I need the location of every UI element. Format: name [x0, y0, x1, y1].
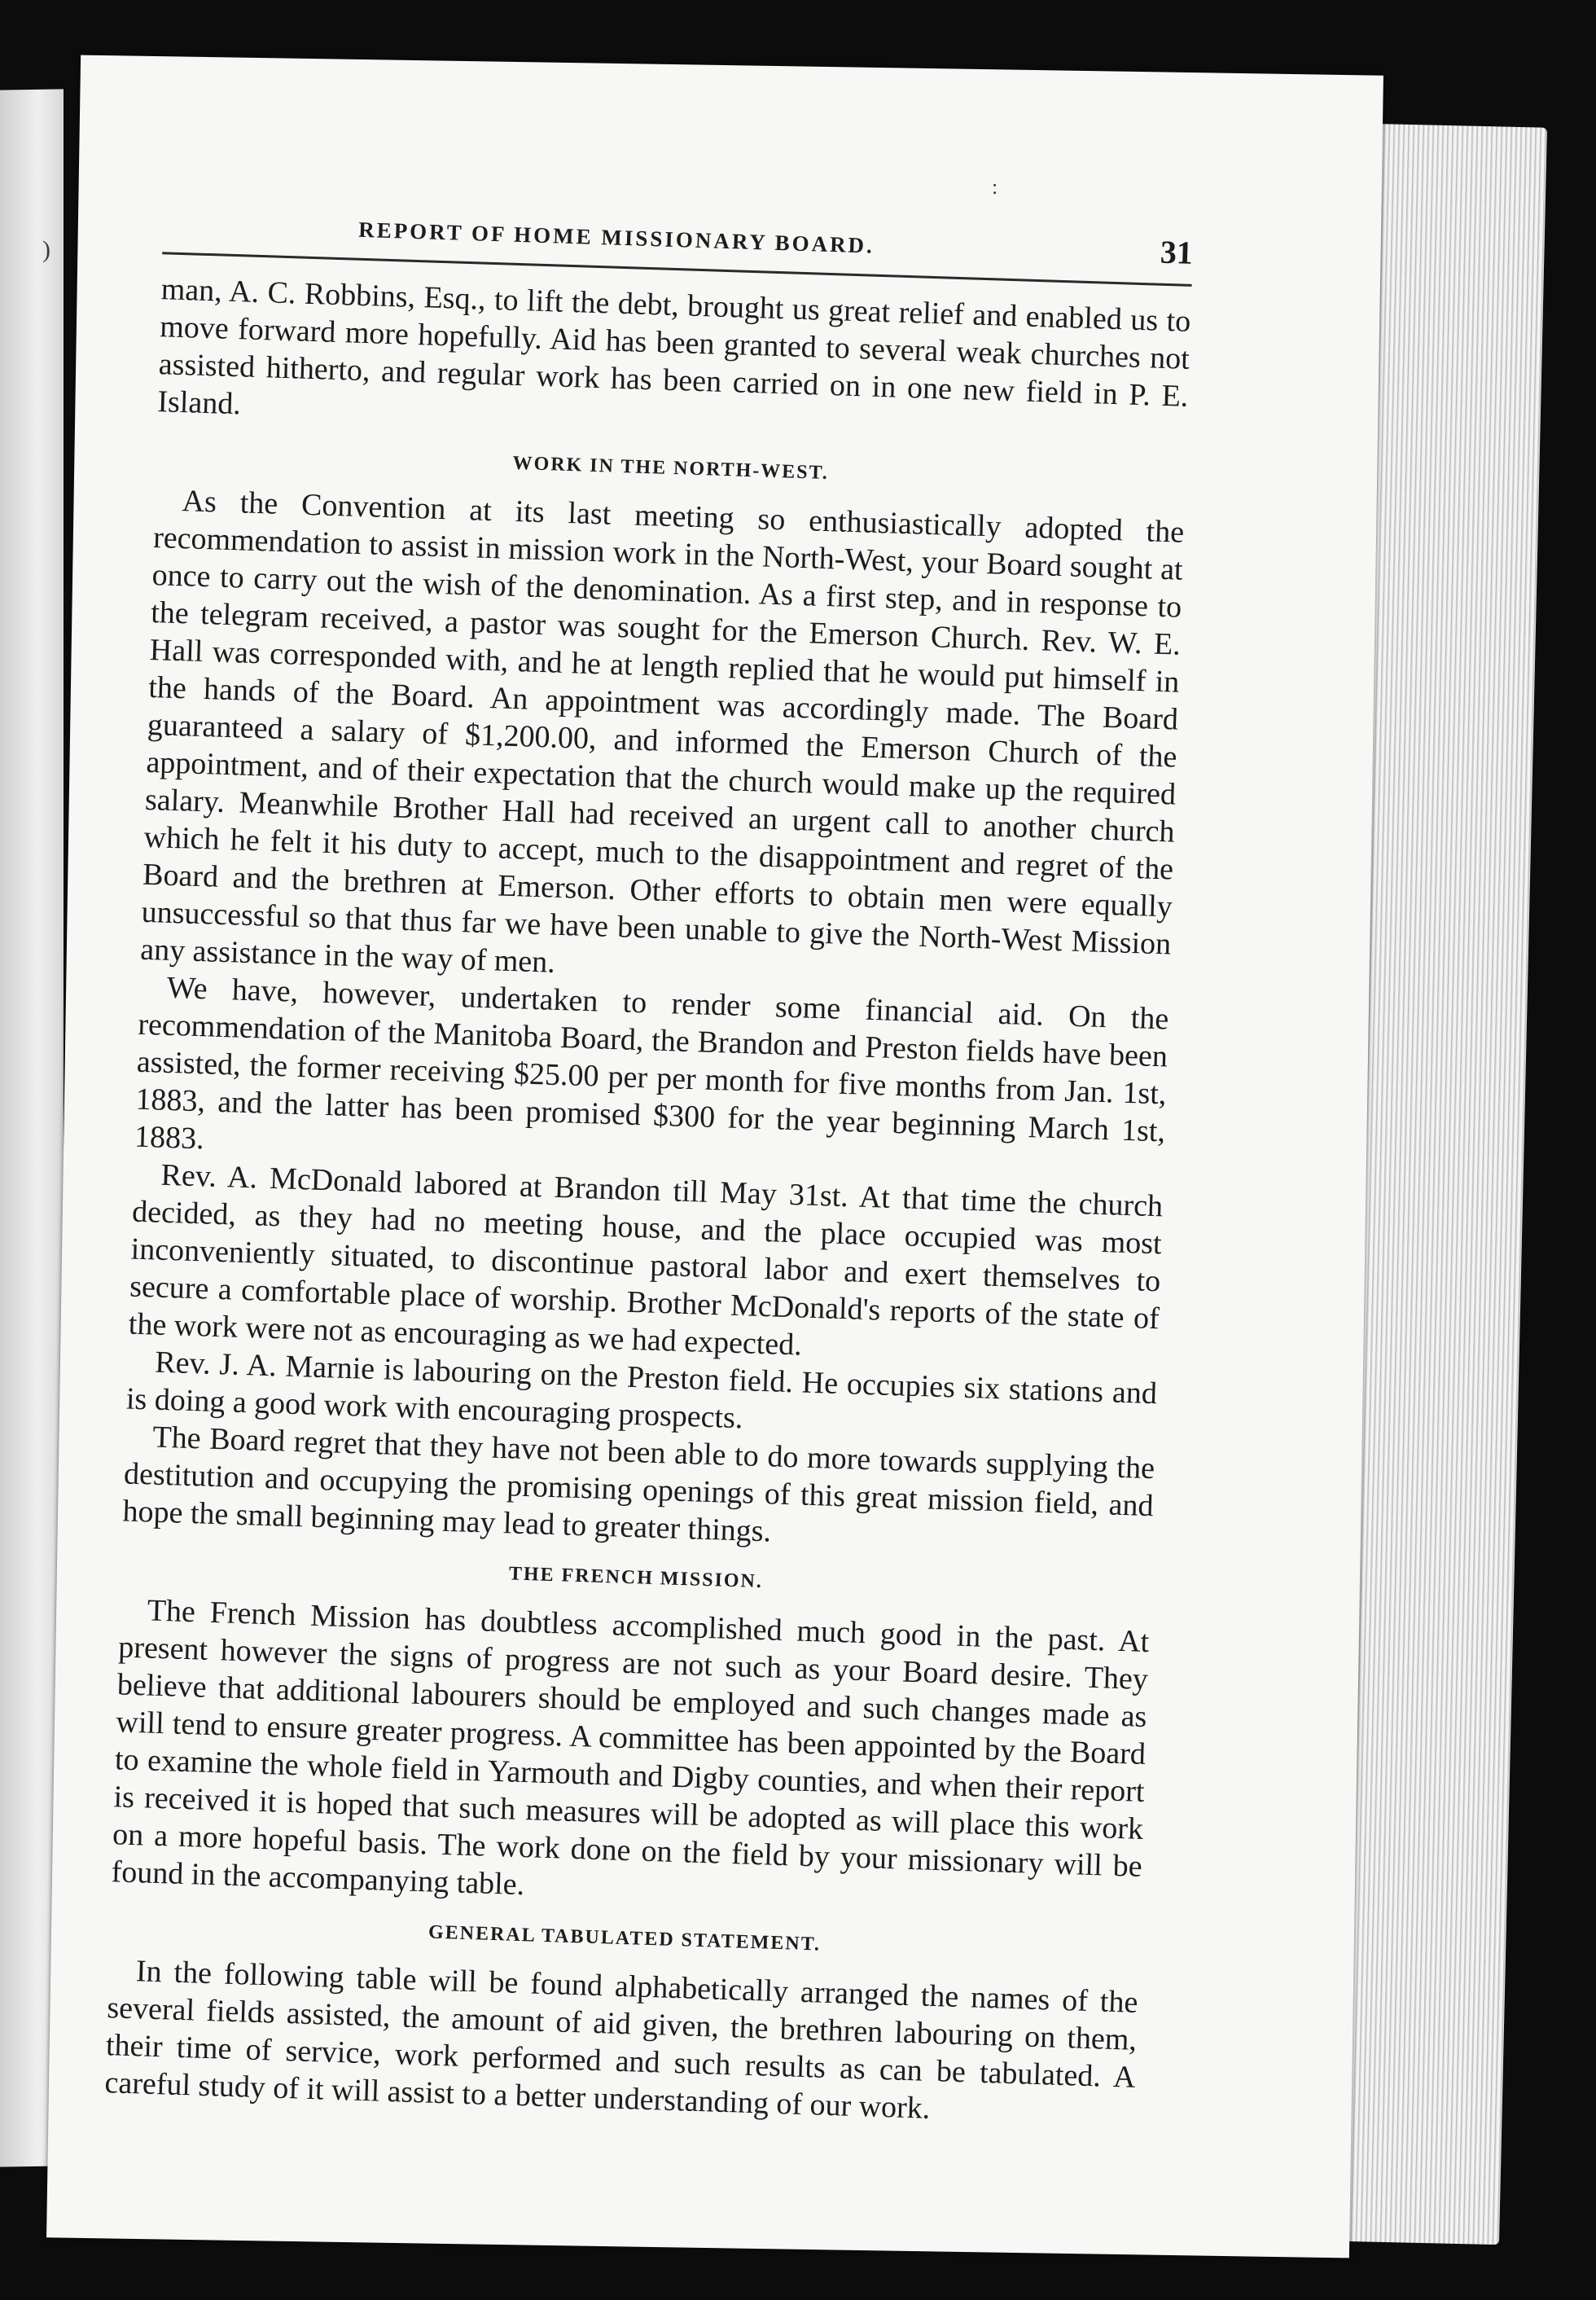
page-number: 31 [1160, 233, 1194, 271]
paragraph-financial-aid: We have, however, undertaken to render some financial aid. On the recommendation of the Manitoba Board, the Brandon and Preston fields have been assisted, the former receiving $25.00 per per month for five months from Jan. 1st, 1883, and the latter has been promised $300 for the year beginning March 1st, 1883. [134, 970, 1169, 1157]
paragraph-french-mission: The French Mission has doubtless accomplished much good in the past. At present however the signs of progress are not such as your Board desire. They believe that additional labourers should be employed and such changes made as will tend to ensure greater progress. A committee has been appointed by the Board to examine the whole field in Yarmouth and Digby counties, and when their report is received it is hoped that such measures will be adopted as will place this work on a more hopeful basis. The work done on the field by your missionary will be found in the accompanying table. [111, 1593, 1150, 1903]
section-heading-french-mission: THE FRENCH MISSION. [508, 1563, 764, 1593]
paragraph-marnie: Rev. J. A. Marnie is labouring on the Preston field. He occupies six stations and is doing a good work with encouraging prospects. [125, 1345, 1158, 1436]
margin-mark-left: ) [42, 236, 50, 263]
page-content [104, 195, 1194, 2134]
paragraph-board-regret: The Board regret that they have not been able to do more towards supplying the destitution and occupying the promising openings of this great mission field, and hope the small beginning may lead to greater things. [122, 1420, 1155, 1549]
paragraph-tabulated-statement: In the following table will be found alphabetically arranged the names of the several fields assisted, the amount of aid given, the brethren labouring on them, their time of service, work performed and such results as can be tabulated. A careful study of it will assist to a better understanding of our work. [103, 1954, 1138, 2126]
section-heading-north-west: WORK IN THE NORTH-WEST. [512, 452, 830, 485]
margin-mark-top: : [992, 175, 998, 199]
paragraph-mcdonald: Rev. A. McDonald labored at Brandon till May 31st. At that time the church decided, as they had no meeting house, and the place occupied was most inconveniently situated, to discontinue pastoral labor and exert themselves to secure a comfortable place of worship. Brother McDonald's reports of the state of the work were not as encouraging as we had expected. [128, 1157, 1164, 1363]
running-title: REPORT OF HOME MISSIONARY BOARD. [357, 217, 875, 258]
paragraph-convention: As the Convention at its last meeting so enthusiastically adopted the recommendation to assist in mission work in the North-West, your Board sought at once to carry out the wish of the denomination. As a first step, and in response to the telegram received, a pastor was sought for the Emerson Church. Rev. W. E. Hall was corresponded with, and he at length replied that he would put himself in the hands of the Board. An appointment was accordingly made. The Board guaranteed a salary of $1,200.00, and informed the Emerson Church of the appointment, and of their expectation that the church would make up the required salary. Meanwhile Brother Hall had received an urgent call to another church which he felt it his duty to accept, much to the disappointment and regret of the Board and the brethren at Emerson. Other efforts to obtain men were equally unsuccessful so that thus far we have been unable to give the North-West Mission any assistance in the way of men. [139, 484, 1185, 980]
running-head [162, 195, 1194, 287]
book-page [46, 55, 1383, 2258]
paragraph-continued: man, A. C. Robbins, Esq., to lift the debt, brought us great relief and enabled us to move forward more hopefully. Aid has been granted to several weak churches not assisted hitherto, and regular work has been carried on in one new field in P. E. Island. [156, 272, 1191, 422]
section-heading-tabulated-statement: GENERAL TABULATED STATEMENT. [428, 1921, 822, 1955]
